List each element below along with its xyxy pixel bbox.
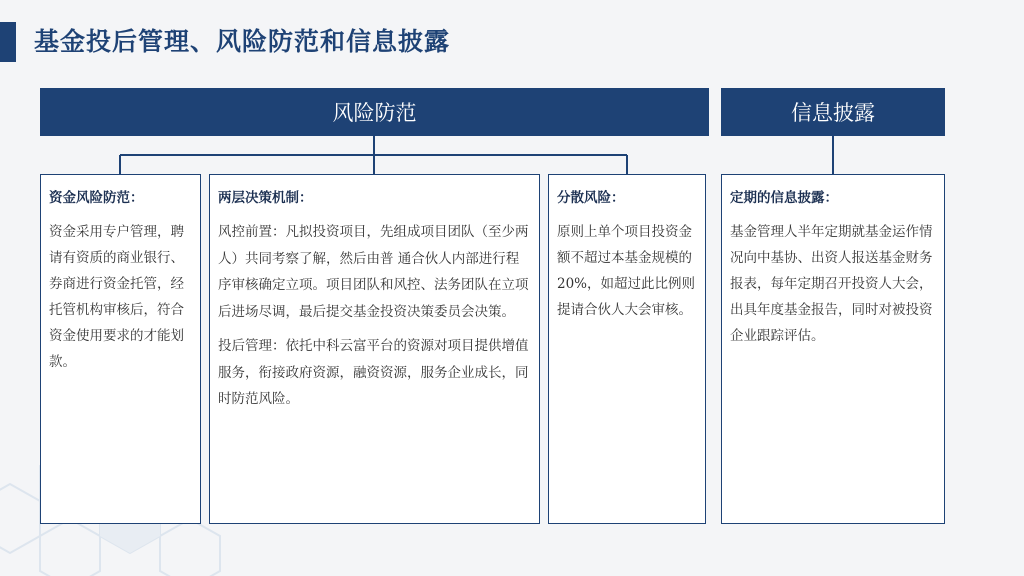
- card-text: 投后管理：依托中科云富平台的资源对项目提供增值服务，衔接政府资源，融资资源，服务企业成长，同时防范风险。: [218, 338, 529, 407]
- page-title: 基金投后管理、风险防范和信息披露: [34, 27, 451, 56]
- header-risk-prevention: 风险防范: [40, 88, 709, 136]
- card-text: 风控前置：凡拟投资项目，先组成项目团队（至少两人）共同考察了解，然后由普 通合伙人内部进行程序审核确定立项。项目团队和风控、法务团队在立项后进场尽调，最后提交基金投资决策委员会决策。: [218, 224, 529, 320]
- card-title: 两层决策机制：: [218, 190, 313, 206]
- header-info-disclosure: 信息披露: [721, 88, 945, 136]
- card-title: 定期的信息披露：: [730, 190, 838, 206]
- card-fund-risk: [40, 174, 201, 524]
- card-text: 基金管理人半年定期就基金运作情况向中基协、出资人报送基金财务报表，每年定期召开投资人大会，出具年度基金报告，同时对被投资企业跟踪评估。: [730, 224, 933, 344]
- card-diversify-risk: [548, 174, 706, 524]
- card-text: 原则上单个项目投资金额不超过本基金规模的20%，如超过此比例则提请合伙人大会审核。: [557, 224, 696, 318]
- card-two-layer-decision: [209, 174, 540, 524]
- title-accent-bar: [0, 22, 16, 62]
- card-text: 资金采用专户管理，聘请有资质的商业银行、券商进行资金托管，经托管机构审核后，符合资金使用要求的才能划款。: [49, 224, 184, 370]
- card-periodic-disclosure: [721, 174, 945, 524]
- card-title: 分散风险：: [557, 190, 625, 206]
- card-title: 资金风险防范：: [49, 190, 144, 206]
